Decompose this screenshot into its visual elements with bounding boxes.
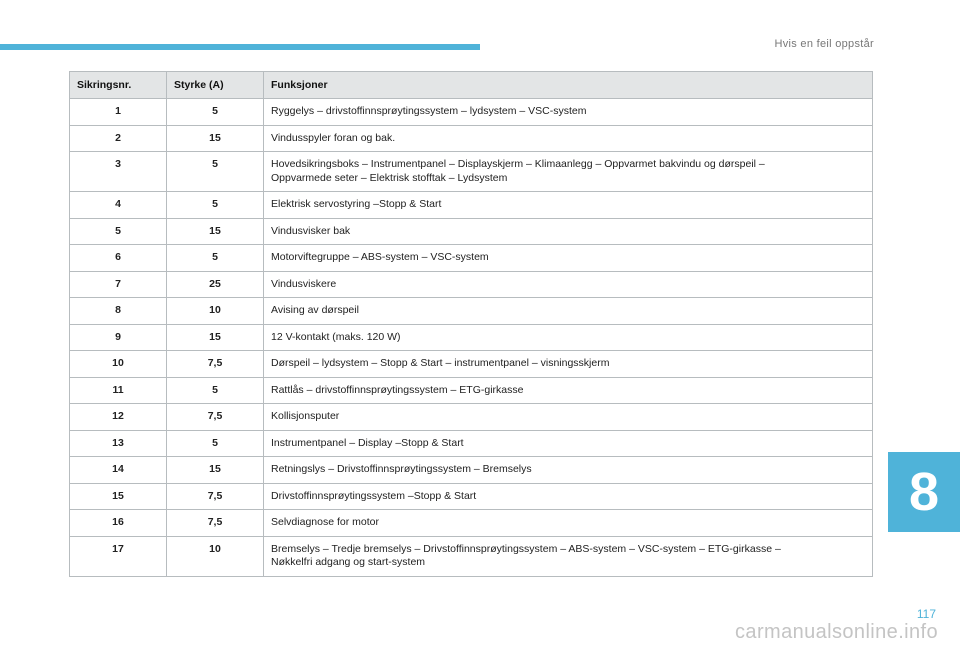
functions-text: Rattlås – drivstoffinnsprøytingssystem – ETG-girkasse [271, 383, 524, 396]
functions-text: Instrumentpanel – Display –Stopp & Start [271, 436, 464, 449]
functions-cell [264, 483, 873, 510]
page-number: 117 [916, 607, 936, 621]
functions-text: Vindusspyler foran og bak. [271, 131, 396, 144]
amperage-cell: 5 [167, 430, 264, 457]
fuse-table [69, 71, 873, 577]
functions-cell [264, 245, 873, 272]
amperage-cell: 15 [167, 324, 264, 351]
functions-cell [264, 99, 873, 126]
table-row [70, 457, 873, 484]
functions-cell [264, 152, 873, 192]
table-row [70, 510, 873, 537]
table-row [70, 192, 873, 219]
amperage-cell: 10 [167, 536, 264, 576]
fuse-number-cell: 14 [70, 457, 167, 484]
amperage-cell: 7,5 [167, 404, 264, 431]
functions-text: Retningslys – Drivstoffinnsprøytingssystem – Bremselys [271, 463, 532, 475]
functions-text-continued: Oppvarmede seter – Elektrisk stofftak – Lydsystem [271, 171, 508, 184]
column-header-amperage: Styrke (A) [167, 72, 264, 99]
functions-text: Ryggelys – drivstoffinnsprøytingssystem – lydsystem – VSC-system [271, 105, 587, 117]
table-row [70, 99, 873, 126]
functions-cell [264, 377, 873, 404]
section-title: Hvis en feil oppstår [774, 38, 874, 50]
amperage-cell: 7,5 [167, 510, 264, 537]
fuse-number-cell: 5 [70, 218, 167, 245]
amperage-cell: 7,5 [167, 351, 264, 378]
functions-cell [264, 125, 873, 152]
amperage-cell: 15 [167, 125, 264, 152]
fuse-number-cell: 12 [70, 404, 167, 431]
functions-text: Hovedsikringsboks – Instrumentpanel – Displayskjerm – Klimaanlegg – Oppvarmet bakvindu og dørspeil – [271, 158, 765, 170]
fuse-number-cell: 13 [70, 430, 167, 457]
amperage-cell: 5 [167, 152, 264, 192]
functions-text: Motorviftegruppe – ABS-system – VSC-system [271, 251, 489, 263]
fuse-number-cell: 11 [70, 377, 167, 404]
functions-cell [264, 510, 873, 537]
fuse-number-cell: 3 [70, 152, 167, 192]
amperage-cell: 10 [167, 298, 264, 325]
functions-cell [264, 457, 873, 484]
functions-cell [264, 192, 873, 219]
functions-cell [264, 218, 873, 245]
functions-cell [264, 404, 873, 431]
fuse-number-cell: 2 [70, 125, 167, 152]
functions-cell [264, 298, 873, 325]
amperage-cell: 5 [167, 377, 264, 404]
functions-text: Vindusviskere [271, 277, 337, 290]
amperage-cell: 5 [167, 99, 264, 126]
functions-cell [264, 324, 873, 351]
amperage-cell: 15 [167, 457, 264, 484]
functions-text: Selvdiagnose for motor [271, 516, 379, 528]
amperage-cell: 7,5 [167, 483, 264, 510]
functions-cell [264, 271, 873, 298]
functions-text: Drivstoffinnsprøytingssystem –Stopp & Start [271, 489, 477, 502]
table-row [70, 218, 873, 245]
table-row [70, 404, 873, 431]
fuse-number-cell: 4 [70, 192, 167, 219]
table-row [70, 298, 873, 325]
column-header-fuse-number: Sikringsnr. [70, 72, 167, 99]
functions-cell [264, 351, 873, 378]
fuse-number-cell: 8 [70, 298, 167, 325]
table-body [70, 99, 873, 577]
watermark: carmanualsonline.info [735, 621, 938, 643]
functions-cell [264, 536, 873, 576]
table-header-row [70, 72, 873, 99]
table-row [70, 377, 873, 404]
fuse-number-cell: 6 [70, 245, 167, 272]
accent-bar [0, 44, 480, 50]
amperage-cell: 5 [167, 192, 264, 219]
fuse-number-cell: 17 [70, 536, 167, 576]
fuse-number-cell: 15 [70, 483, 167, 510]
table-row [70, 152, 873, 192]
table-row [70, 483, 873, 510]
table-row [70, 271, 873, 298]
table-row [70, 324, 873, 351]
amperage-cell: 25 [167, 271, 264, 298]
functions-text: Vindusvisker bak [271, 224, 351, 237]
column-header-functions: Funksjoner [264, 72, 873, 99]
table-row [70, 430, 873, 457]
fuse-number-cell: 7 [70, 271, 167, 298]
chapter-tab: 8 [888, 452, 960, 532]
fuse-number-cell: 10 [70, 351, 167, 378]
fuse-number-cell: 16 [70, 510, 167, 537]
functions-cell [264, 430, 873, 457]
functions-text: Avising av dørspeil [271, 304, 359, 316]
functions-text-continued: Nøkkelfri adgang og start-system [271, 556, 426, 568]
functions-text: 12 V-kontakt (maks. 120 W) [271, 330, 401, 343]
table-row [70, 245, 873, 272]
functions-text: Dørspeil – lydsystem – Stopp & Start – instrumentpanel – visningsskjerm [271, 357, 610, 369]
functions-text: Bremselys – Tredje bremselys – Drivstoffinnsprøytingssystem – ABS-system – VSC-system – ETG-girkasse – [271, 542, 781, 555]
fuse-number-cell: 1 [70, 99, 167, 126]
table-row [70, 351, 873, 378]
functions-text: Elektrisk servostyring –Stopp & Start [271, 198, 442, 210]
table-row [70, 125, 873, 152]
amperage-cell: 5 [167, 245, 264, 272]
fuse-number-cell: 9 [70, 324, 167, 351]
amperage-cell: 15 [167, 218, 264, 245]
table-row [70, 536, 873, 576]
functions-text: Kollisjonsputer [271, 410, 340, 422]
